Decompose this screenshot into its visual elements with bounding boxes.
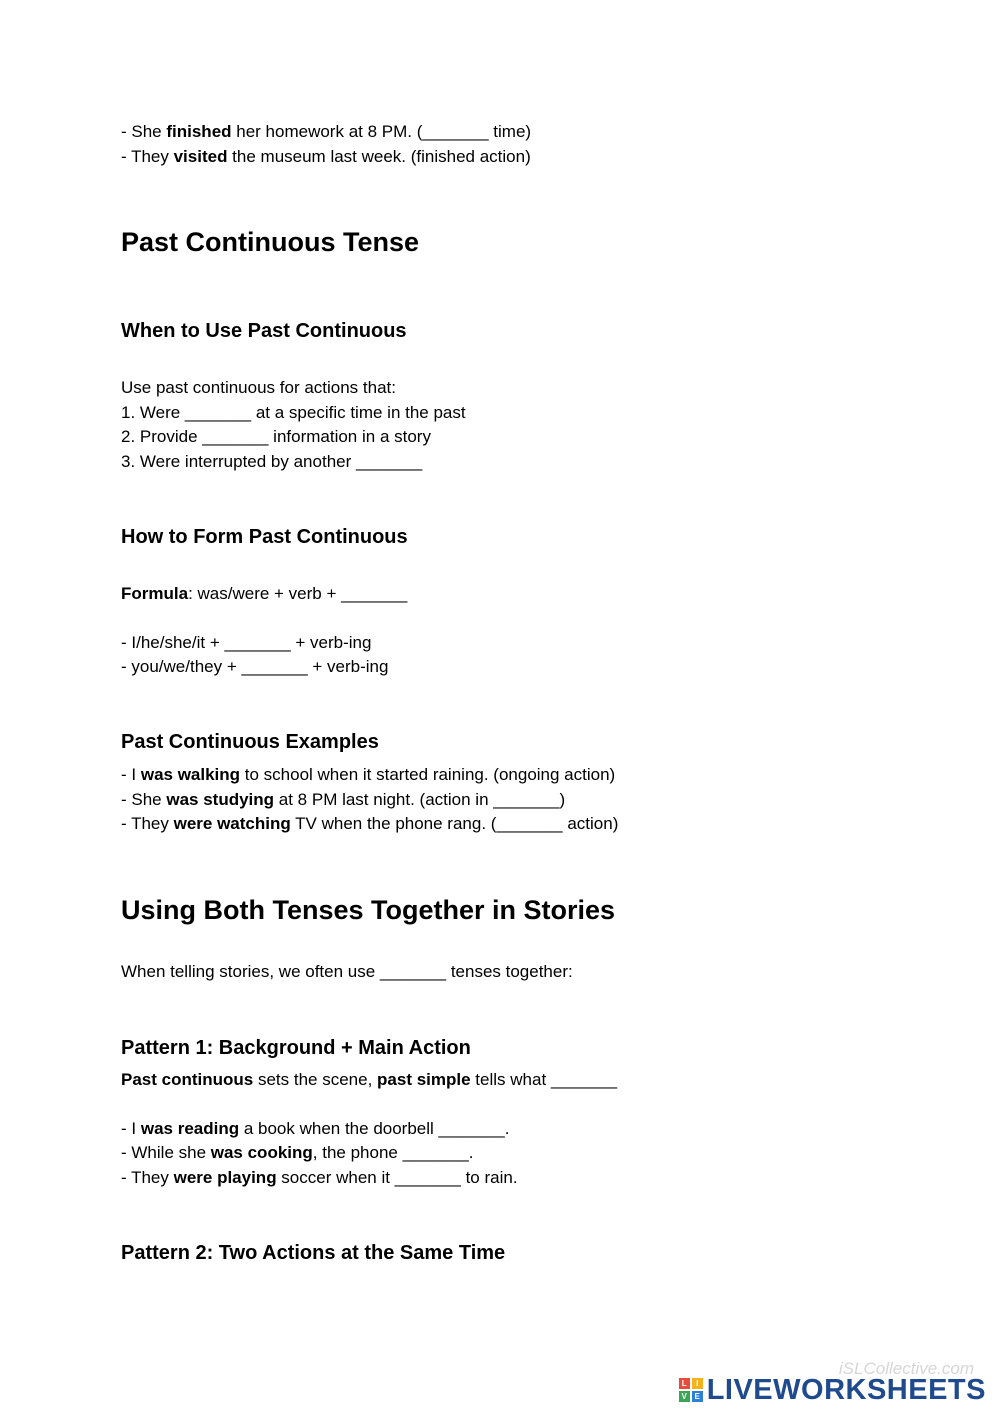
example-line: - They were watching TV when the phone rang. (_______ action) (121, 814, 619, 833)
heading-examples: Past Continuous Examples (121, 731, 379, 753)
when-item: 3. Were interrupted by another _______ (121, 452, 423, 471)
islcollective-watermark: iSLCollective.com (838, 1359, 974, 1378)
form-item: - I/he/she/it + _______ + verb-ing (121, 633, 372, 652)
logo-block: E (692, 1391, 703, 1402)
form-item: - you/we/they + _______ + verb-ing (121, 657, 389, 676)
liveworksheets-logo (679, 1373, 986, 1407)
when-item: 1. Were _______ at a specific time in the past (121, 403, 466, 422)
pattern1-item: - I was reading a book when the doorbell _______. (121, 1119, 510, 1138)
example-line: - I was walking to school when it started raining. (ongoing action) (121, 765, 616, 784)
when-item: 2. Provide _______ information in a story (121, 427, 431, 446)
logo-block: L (679, 1378, 690, 1389)
heading-pattern-2: Pattern 2: Two Actions at the Same Time (121, 1242, 506, 1264)
pattern1-item: - They were playing soccer when it _______ to rain. (121, 1168, 518, 1187)
both-intro: When telling stories, we often use _______ tenses together: (121, 962, 573, 981)
heading-pattern-1: Pattern 1: Background + Main Action (121, 1037, 471, 1059)
example-line: - They visited the museum last week. (finished action) (121, 147, 531, 166)
when-intro: Use past continuous for actions that: (121, 378, 396, 397)
heading-how-to-form: How to Form Past Continuous (121, 526, 408, 548)
example-line: - She was studying at 8 PM last night. (action in _______) (121, 790, 566, 809)
liveworksheets-watermark (681, 1359, 986, 1407)
heading-when-to-use: When to Use Past Continuous (121, 320, 407, 342)
logo-block: V (679, 1391, 690, 1402)
pattern1-desc: Past continuous sets the scene, past simple tells what _______ (121, 1070, 618, 1089)
formula-line: Formula: was/were + verb + _______ (121, 584, 408, 603)
pattern1-item: - While she was cooking, the phone _______. (121, 1143, 474, 1162)
logo-text: LIVEWORKSHEETS (706, 1373, 986, 1406)
logo-block: I (692, 1378, 703, 1389)
section-title-both-tenses: Using Both Tenses Together in Stories (121, 895, 616, 925)
example-line: - She finished her homework at 8 PM. (_______ time) (121, 122, 532, 141)
section-title-past-continuous: Past Continuous Tense (121, 227, 420, 257)
logo-blocks-icon (679, 1378, 703, 1402)
